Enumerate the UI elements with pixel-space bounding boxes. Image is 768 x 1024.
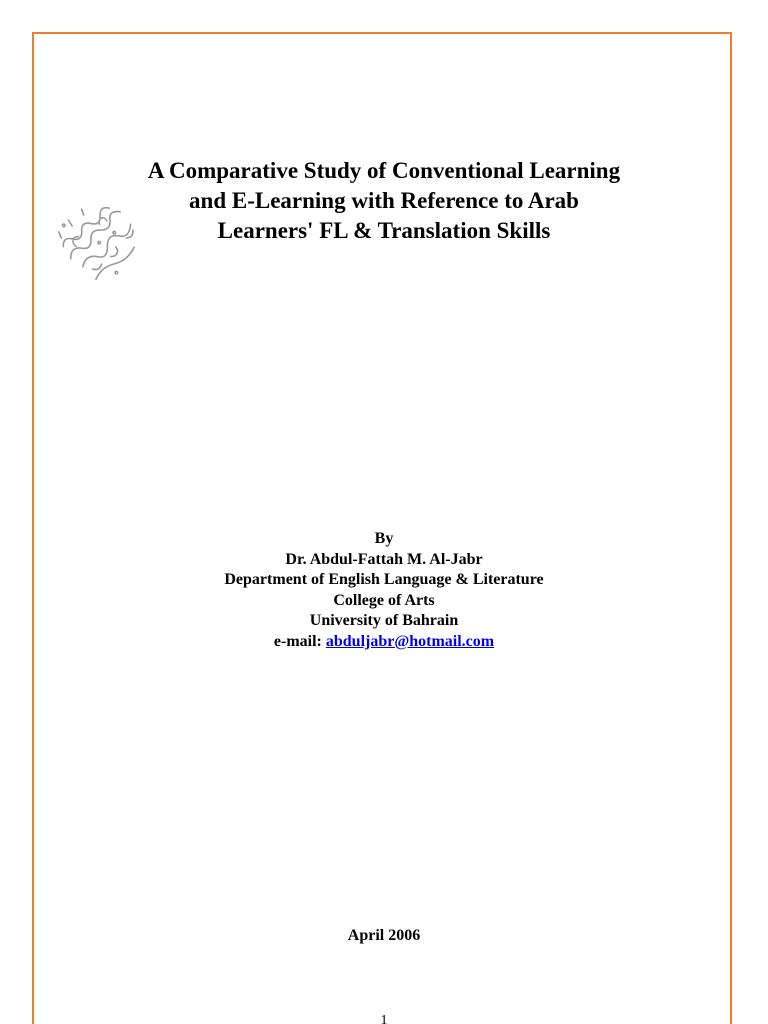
publication-date: April 2006 [347,927,421,944]
author-department: Department of English Language & Literature [224,571,544,588]
author-college: College of Arts [333,591,435,609]
email-link[interactable]: abduljabr@hotmail.com [325,632,495,650]
author-name: Dr. Abdul-Fattah M. Al-Jabr [285,550,483,568]
author-university: University of Bahrain [309,612,459,629]
page-number: 1 [380,1013,388,1024]
email-label: e-mail: [273,632,326,650]
title-line-3: Learners' FL & Translation Skills [217,218,551,243]
arabic-calligraphy-watermark-icon [56,188,152,284]
author-block [32,529,736,652]
title-line-2: and E-Learning with Reference to Arab [189,188,579,213]
author-email-line [32,632,736,653]
title-line-1: A Comparative Study of Conventional Learning [147,158,621,183]
by-label: By [374,530,394,547]
